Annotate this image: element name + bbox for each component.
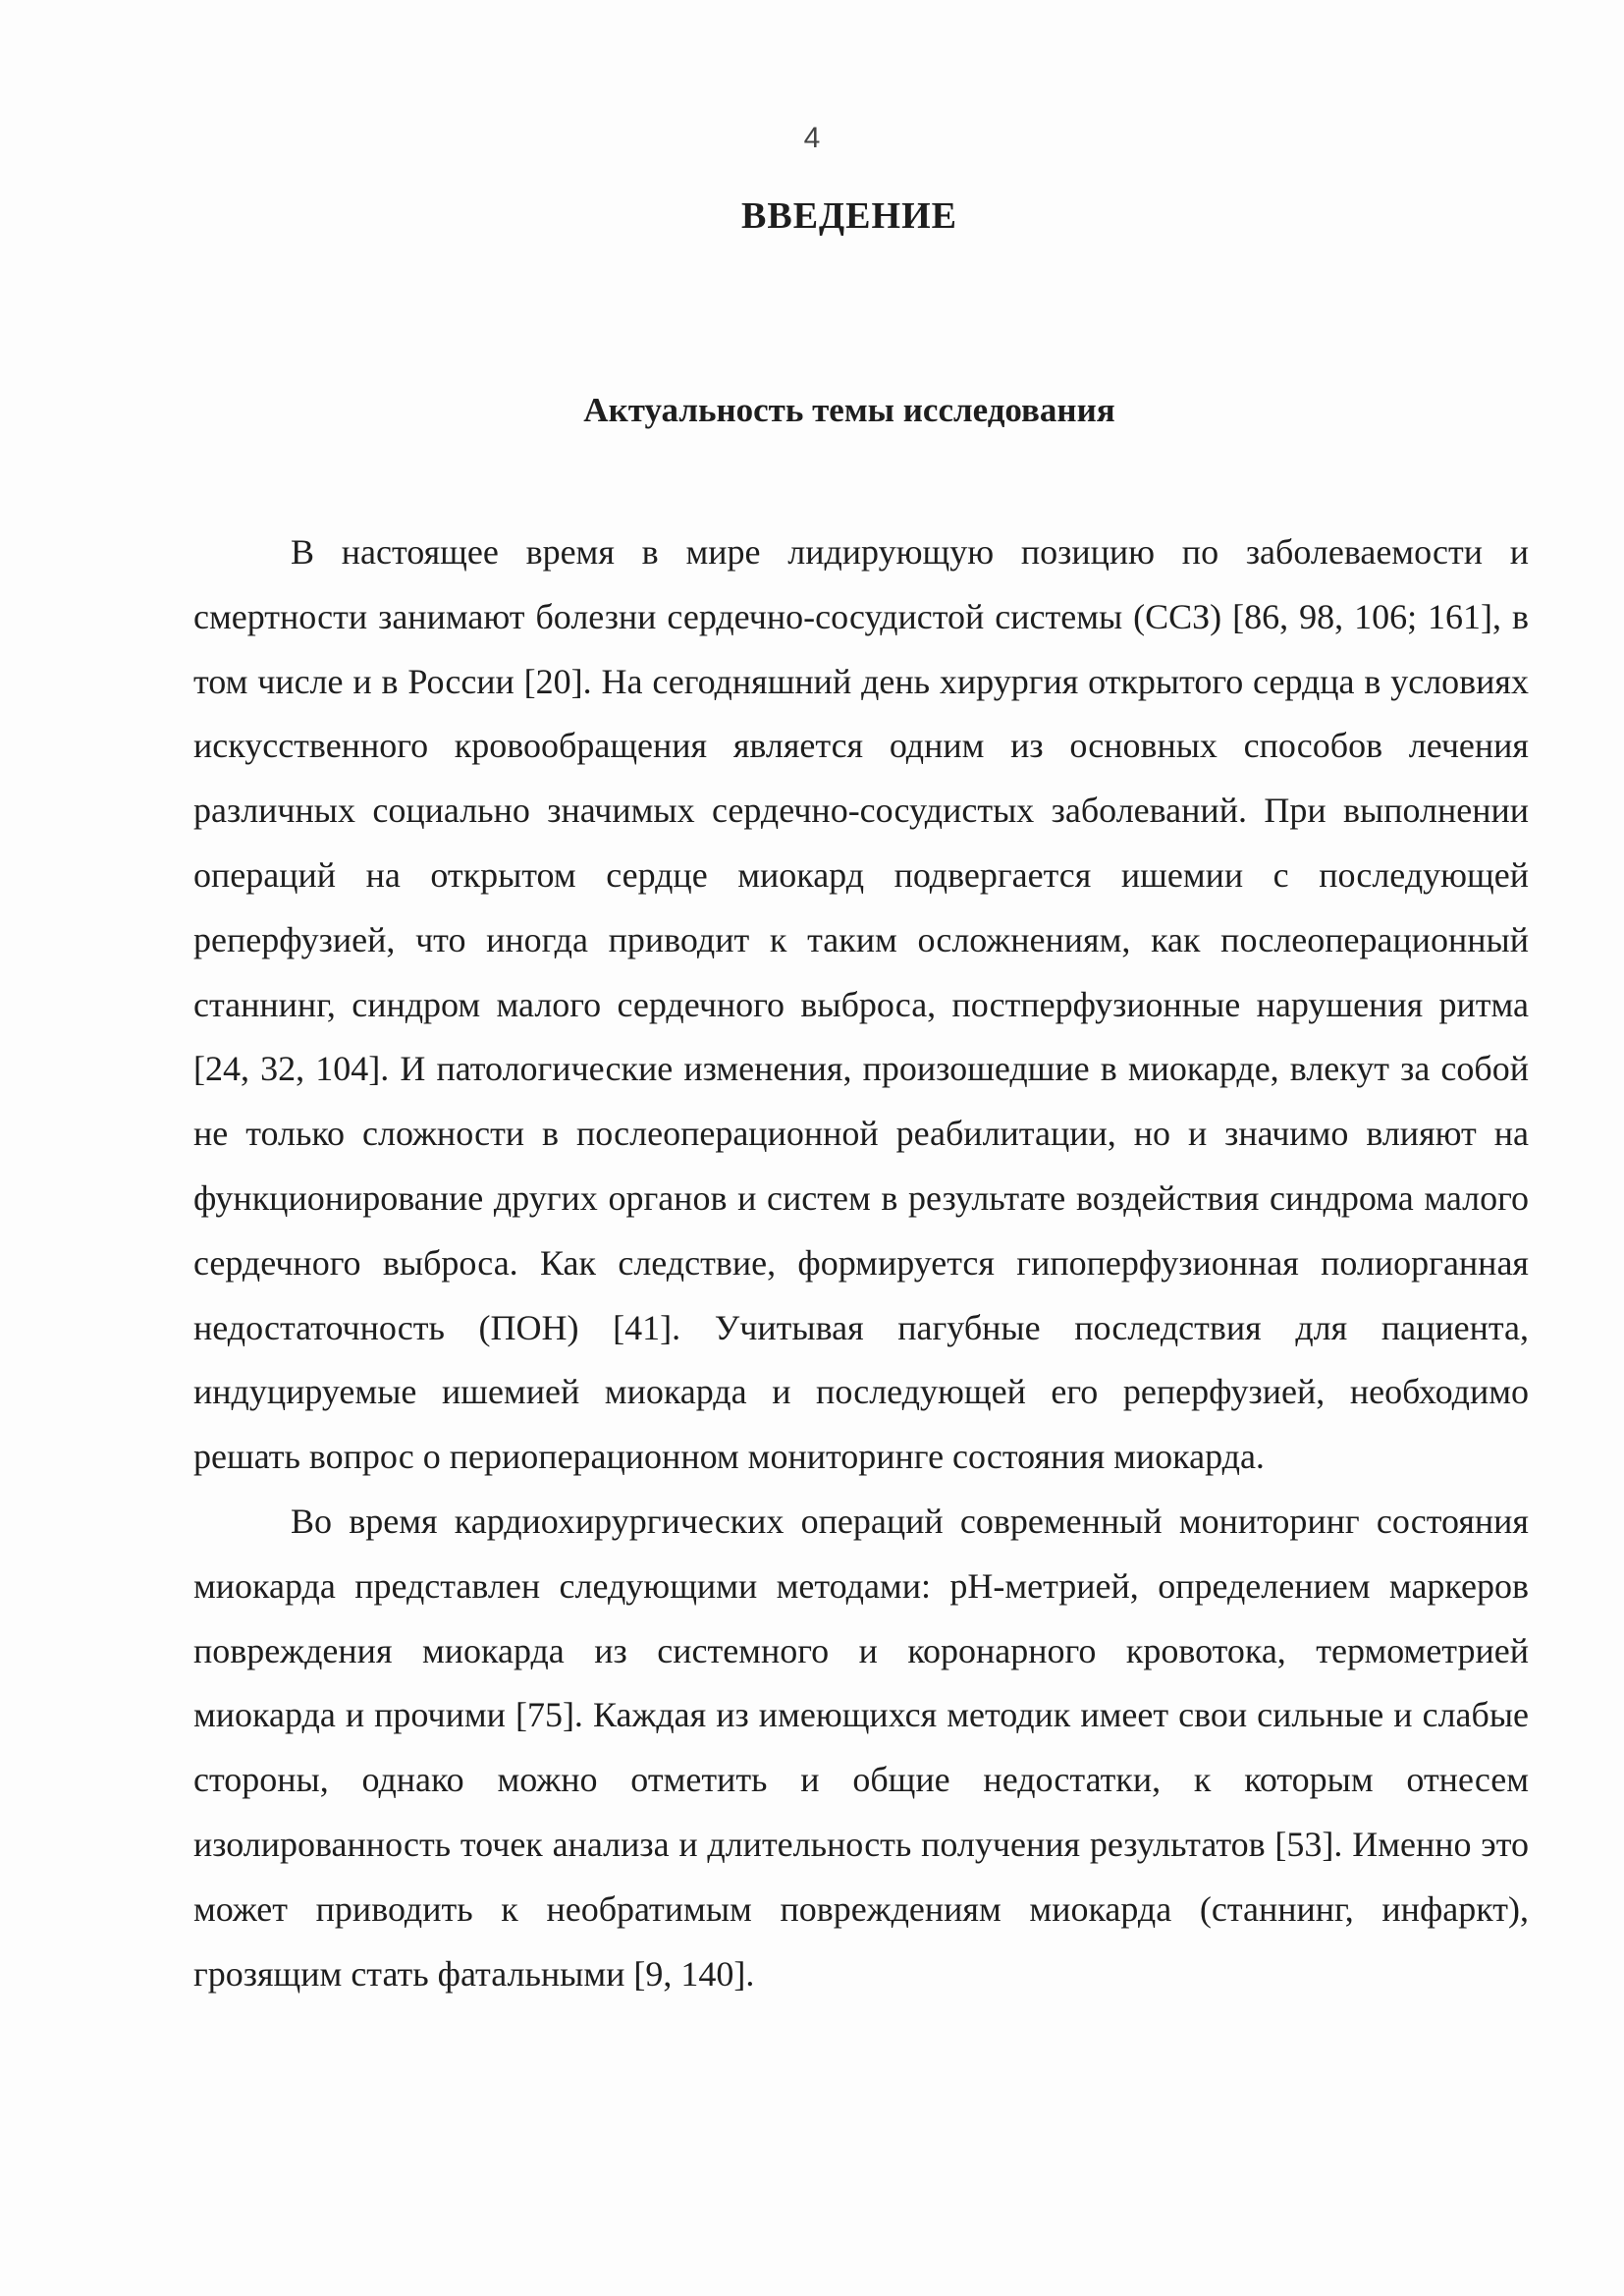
- body-text: [193, 520, 1529, 2006]
- paragraph: Во время кардиохирургических операций современный мониторинг состояния миокарда представлен следующими методами: pH-метрией, определением маркеров повреждения миокарда из системного и коронарного кровотока, термометрией миокарда и прочими [75]. Каждая из имеющихся методик имеет свои сильные и слабые стороны, однако можно отметить и общие недостатки, к которым отнесем изолированность точек анализа и длительность получения результатов [53]. Именно это может приводить к необратимым повреждениям миокарда (станнинг, инфаркт), грозящим стать фатальными [9, 140].: [193, 1501, 1529, 1994]
- paragraph: В настоящее время в мире лидирующую позицию по заболеваемости и смертности занимают болезни сердечно-сосудистой системы (ССЗ) [86, 98, 106; 161], в том числе и в России [20]. На сегодняшний день хирургия открытого сердца в условиях искусственного кровообращения является одним из основных способов лечения различных социально значимых сердечно-сосудистых заболеваний. При выполнении операций на открытом сердце миокард подвергается ишемии с последующей реперфузией, что иногда приводит к таким осложнениям, как послеоперационный станнинг, синдром малого сердечного выброса, постперфузионные нарушения ритма [24, 32, 104]. И патологические изменения, произошедшие в миокарде, влекут за собой не только сложности в послеоперационной реабилитации, но и значимо влияют на функционирование других органов и систем в результате воздействия синдрома малого сердечного выброса. Как следствие, формируется гипоперфузионная полиорганная недостаточность (ПОН) [41]. Учитывая пагубные последствия для пациента, индуцируемые ишемией миокарда и последующей его реперфузией, необходимо решать вопрос о периоперационном мониторинге состояния миокарда.: [193, 532, 1529, 1477]
- chapter-title: ВВЕДЕНИЕ: [741, 195, 957, 237]
- page-number: 4: [803, 122, 821, 154]
- section-title: Актуальность темы исследования: [583, 391, 1115, 429]
